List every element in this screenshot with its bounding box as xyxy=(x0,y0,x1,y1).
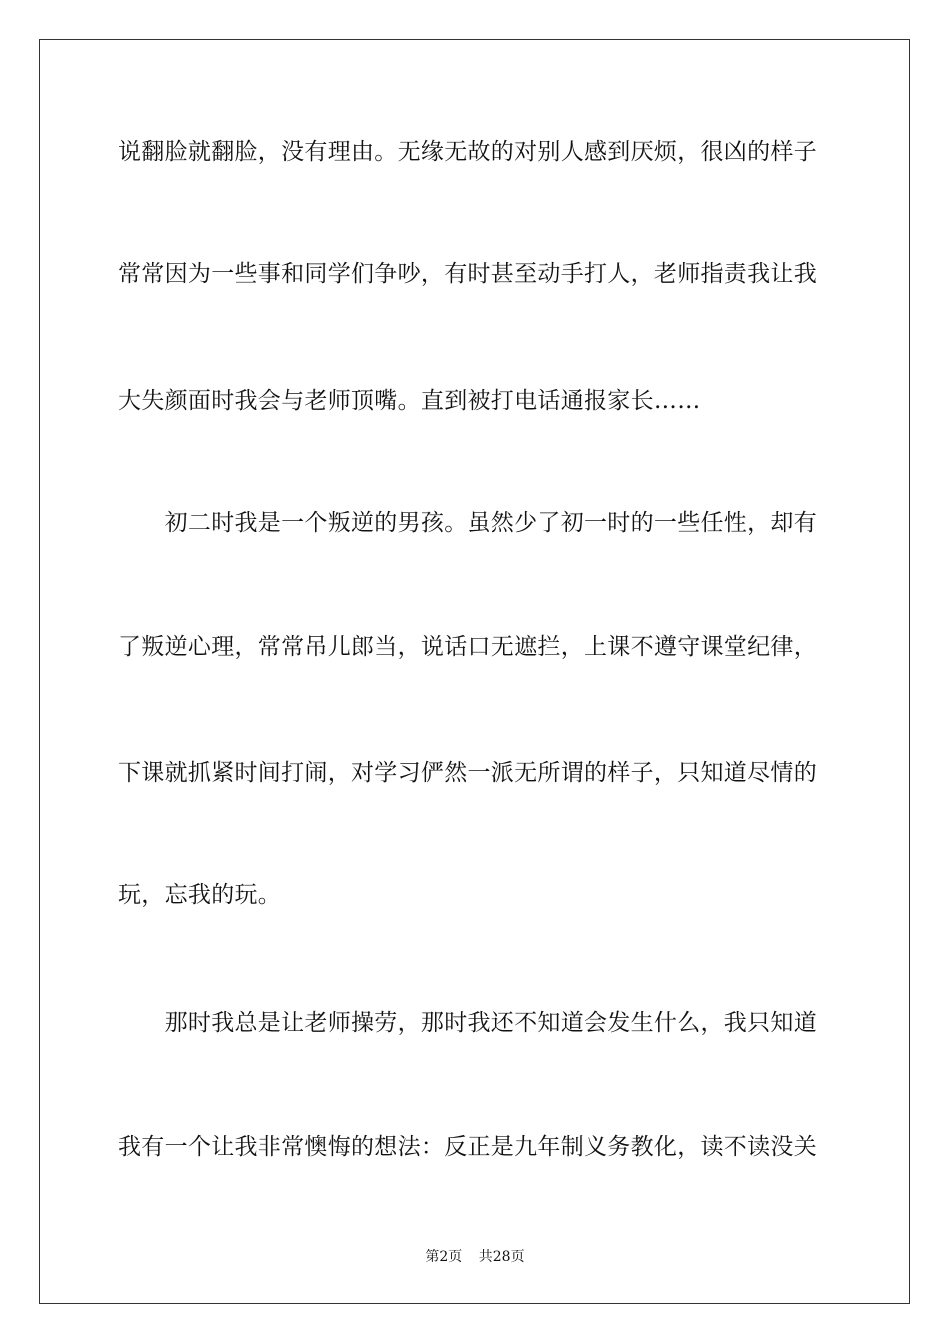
text-line: 说翻脸就翻脸，没有理由。无缘无故的对别人感到厌烦，很凶的样子 xyxy=(118,139,817,165)
text-line: 常常因为一些事和同学们争吵，有时甚至动手打人，老师指责我让我 xyxy=(118,261,817,287)
text-line: 下课就抓紧时间打闹，对学习俨然一派无所谓的样子，只知道尽情的 xyxy=(118,760,817,786)
text-line: 了叛逆心理，常常吊儿郎当，说话口无遮拦，上课不遵守课堂纪律， xyxy=(118,634,817,660)
text-line: 我有一个让我非常懊悔的想法：反正是九年制义务教化，读不读没关 xyxy=(118,1134,817,1160)
page-number: 第2页 xyxy=(425,1249,463,1265)
page-border xyxy=(39,39,910,1304)
text-line: 玩，忘我的玩。 xyxy=(118,882,282,908)
text-line: 大失颜面时我会与老师顶嘴。直到被打电话通报家长…… xyxy=(118,388,701,414)
page-footer xyxy=(0,1248,950,1266)
text-line: 那时我总是让老师操劳，那时我还不知道会发生什么，我只知道 xyxy=(118,1010,817,1036)
text-line: 初二时我是一个叛逆的男孩。虽然少了初一时的一些任性，却有 xyxy=(118,510,817,536)
page-total: 共28页 xyxy=(478,1249,525,1265)
